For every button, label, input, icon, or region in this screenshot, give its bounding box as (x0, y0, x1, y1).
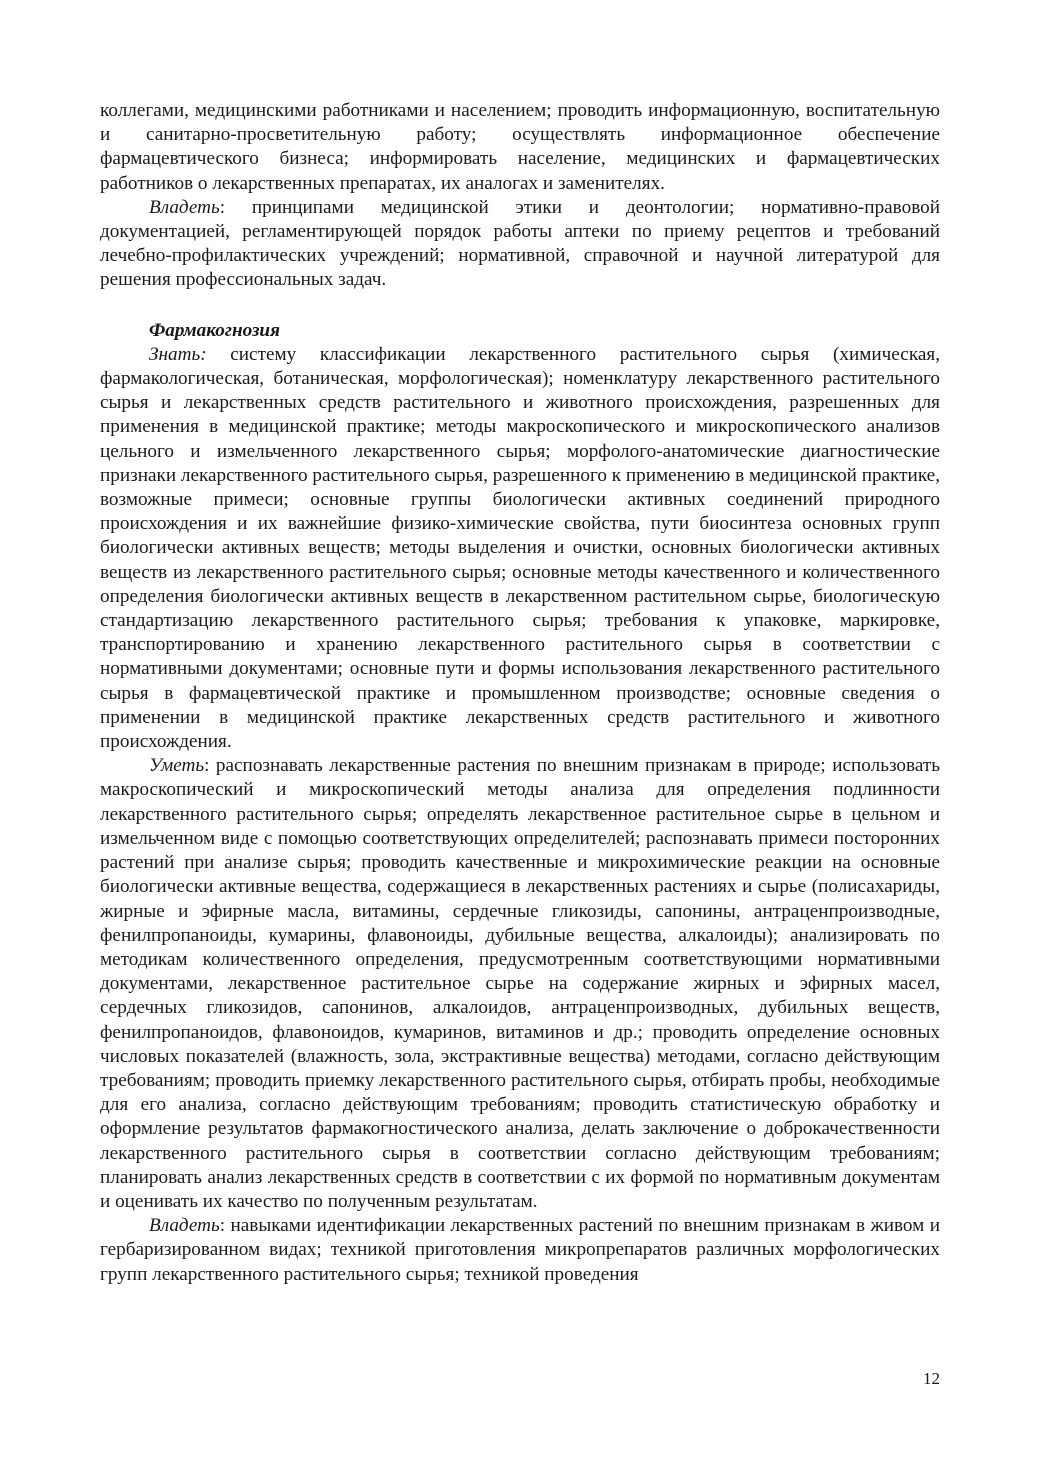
paragraph-text: : навыками идентификации лекарственных растений по внешним признакам в живом и гербаризированном видах; техникой приготовления микропрепаратов различных морфологических групп лекарственного растительного сырья; техникой проведения (100, 1215, 940, 1285)
paragraph-text: : принципами медицинской этики и деонтологии; нормативно-правовой документацией, регламентирующей порядок работы аптеки по приему рецептов и требований лечебно-профилактических учреждений; нормативной, справочной и научной литературой для решения профессиональных задач. (100, 196, 940, 291)
paragraph-continuation: коллегами, медицинскими работниками и населением; проводить информационную, воспитательную и санитарно-просветительную работу; осуществлять информационное обеспечение фармацевтического бизнеса; информировать население, медицинских и фармацевтических работников о лекарственных препаратах, их аналогах и заменителях. (100, 100, 940, 194)
paragraph-know (100, 343, 940, 754)
section-spacer (100, 293, 940, 319)
paragraph-possess-skills (100, 1214, 940, 1287)
paragraph-text: : распознавать лекарственные растения по внешним признакам в природе; использовать макроскопический и микроскопический методы анализа для определения подлинности лекарственного растительного сырья; определять лекарственное растительное сырье в цельном и измельченном виде с помощью соответствующих определителей; распознавать примеси посторонних растений при анализе сырья; проводить качественные и микрохимические реакции на основные биологически активные вещества, содержащиеся в лекарственных растениях и сырье (полисахариды, жирные и эфирные масла, витамины, сердечные гликозиды, сапонины, антраценпроизводные, фенилпропаноиды, кумарины, флавоноиды, дубильные вещества, алкалоиды); анализировать по методикам количественного определения, предусмотренным соответствующими нормативными документами, лекарственное растительное сырье на содержание жирных и эфирных масел, сердечных гликозидов, сапонинов, алкалоидов, антраценпроизводных, дубильных веществ, фенилпропаноидов, флавоноидов, кумаринов, витаминов и др.; проводить определение основных числовых показателей (влажность, зола, экстрактивные вещества) методами, согласно действующим требованиям; проводить приемку лекарственного растительного сырья, отбирать пробы, необходимые для его анализа, согласно действующим требованиям; проводить статистическую обработку и оформление результатов фармакогностического анализа, делать заключение о доброкачественности лекарственного растительного сырья в соответствии согласно действующим требованиям; планировать анализ лекарственных средств в соответствии с их формой по нормативным документам и оценивать их качество по полученным результатам. (100, 755, 940, 1212)
paragraph-lead-able: Уметь (149, 755, 205, 777)
paragraph-text: систему классификации лекарственного растительного сырья (химическая, фармакологическая, ботаническая, морфологическая); номенклатуру лекарственного растительного сырья и лекарственных средств растительного и животного происхождения, разрешенных для применения в медицинской практике; методы макроскопического и микроскопического анализов цельного и измельченного лекарственного сырья; морфолого-анатомические диагностические признаки лекарственного растительного сырья, разрешенного к применению в медицинской практике, возможные примеси; основные группы биологически активных соединений природного происхождения и их важнейшие физико-химические свойства, пути биосинтеза основных групп биологически активных веществ; методы выделения и очистки, основных биологически активных веществ из лекарственного растительного сырья; основные методы качественного и количественного определения биологически активных веществ в лекарственном растительном сырье, биологическую стандартизацию лекарственного растительного сырья; требования к упаковке, маркировке, транспортированию и хранению лекарственного растительного сырья в соответствии с нормативными документами; основные пути и формы использования лекарственного растительного сырья в фармацевтической практике и промышленном производстве; основные сведения о применении в медицинской практике лекарственных средств растительного и животного происхождения. (100, 343, 940, 753)
paragraph-possess-ethics (100, 196, 940, 293)
document-body (100, 99, 940, 1287)
paragraph-lead-possess: Владеть (149, 196, 220, 218)
paragraph-able (100, 754, 940, 1214)
section-heading: Фармакогнозия (149, 319, 280, 341)
paragraph-lead-possess: Владеть (149, 1215, 220, 1237)
paragraph-lead-know: Знать: (149, 343, 207, 365)
page-number: 12 (923, 1369, 940, 1388)
